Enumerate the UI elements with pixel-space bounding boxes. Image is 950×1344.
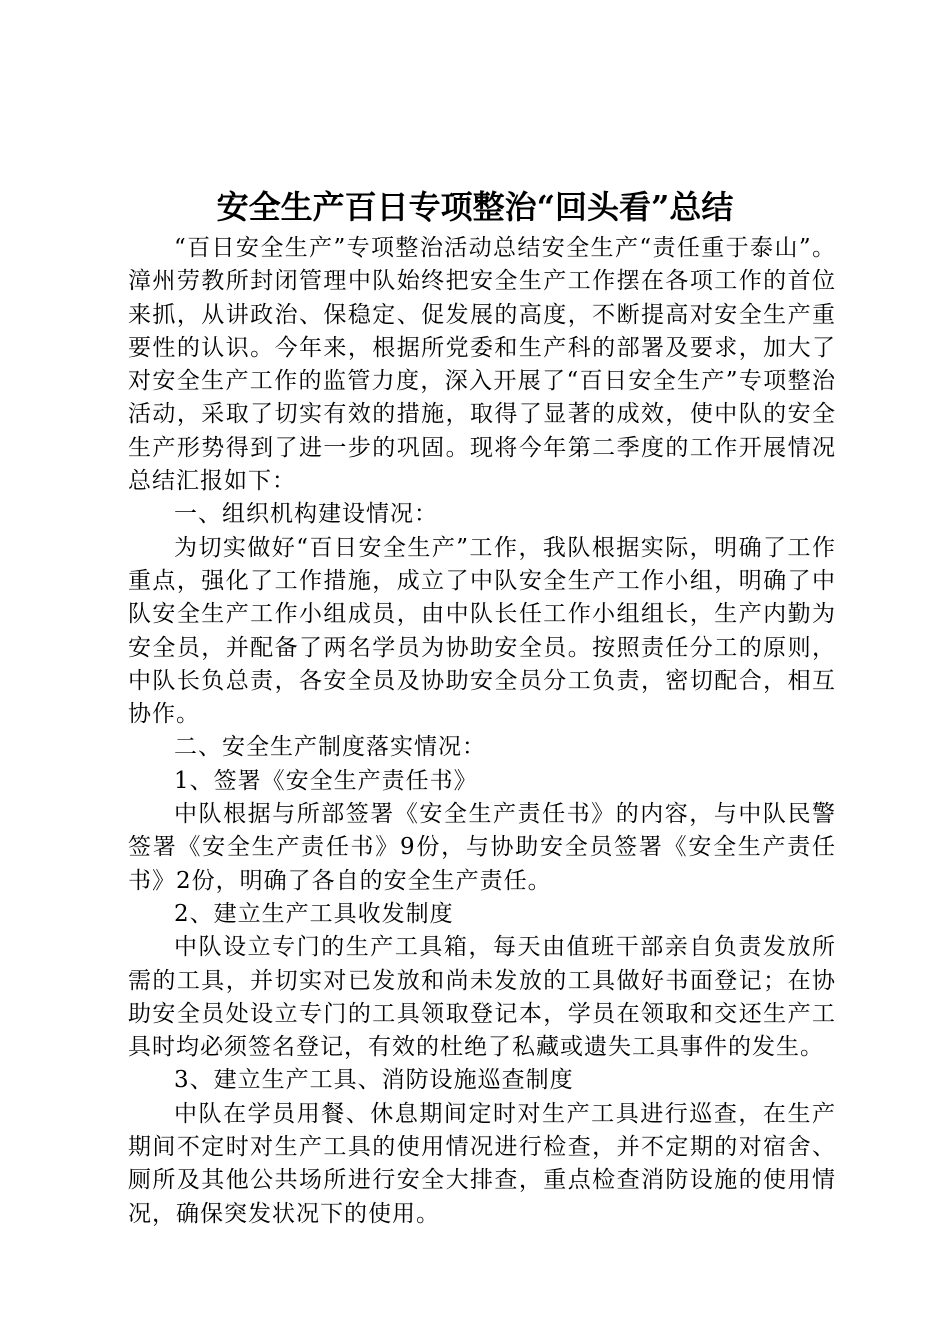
- section-heading-system: 二、安全生产制度落实情况：: [174, 734, 486, 761]
- paragraph-inspection: 中队在学员用餐、休息期间定时对生产工具进行巡查，在生产期间不定时对生产工具的使用情况进行检查，并不定期的对宿舍、厕所及其他公共场所进行安全大排查，重点检查消防设施的使用情况，确保突发状况下的使用。: [128, 1100, 836, 1227]
- paragraph-organization: 为切实做好“百日安全生产”工作，我队根据实际，明确了工作重点，强化了工作措施，成立了中队安全生产工作小组，明确了中队安全生产工作小组成员，由中队长任工作小组组长，生产内勤为安全员，并配备了两名学员为协助安全员。按照责任分工的原则，中队长负总责，各安全员及协助安全员分工负责，密切配合，相互协作。: [128, 534, 836, 728]
- document-title: 安全生产百日专项整治“回头看”总结: [216, 188, 734, 226]
- subheading-responsibility: 1、签署《安全生产责任书》: [174, 767, 478, 794]
- paragraph-responsibility: 中队根据与所部签署《安全生产责任书》的内容，与中队民警签署《安全生产责任书》9份，与协助安全员签署《安全生产责任书》2份，明确了各自的安全生产责任。: [128, 801, 836, 894]
- paragraph-tools: 中队设立专门的生产工具箱，每天由值班干部亲自负责发放所需的工具，并切实对已发放和尚未发放的工具做好书面登记；在协助安全员处设立专门的工具领取登记本，学员在领取和交还生产工具时均必须签名登记，有效的杜绝了私藏或遗失工具事件的发生。: [128, 934, 836, 1061]
- subheading-inspection: 3、建立生产工具、消防设施巡查制度: [174, 1067, 574, 1094]
- subheading-tools: 2、建立生产工具收发制度: [174, 900, 454, 927]
- section-heading-organization: 一、组织机构建设情况：: [174, 501, 438, 528]
- paragraph-intro: “百日安全生产”专项整治活动总结安全生产“责任重于泰山”。漳州劳教所封闭管理中队始终把安全生产工作摆在各项工作的首位来抓，从讲政治、保稳定、促发展的高度，不断提高对安全生产重要性的认识。今年来，根据所党委和生产科的部署及要求，加大了对安全生产工作的监管力度，深入开展了“百日安全生产”专项整治活动，采取了切实有效的措施，取得了显著的成效，使中队的安全生产形势得到了进一步的巩固。现将今年第二季度的工作开展情况总结汇报如下：: [128, 235, 836, 495]
- document-body: [128, 232, 836, 1231]
